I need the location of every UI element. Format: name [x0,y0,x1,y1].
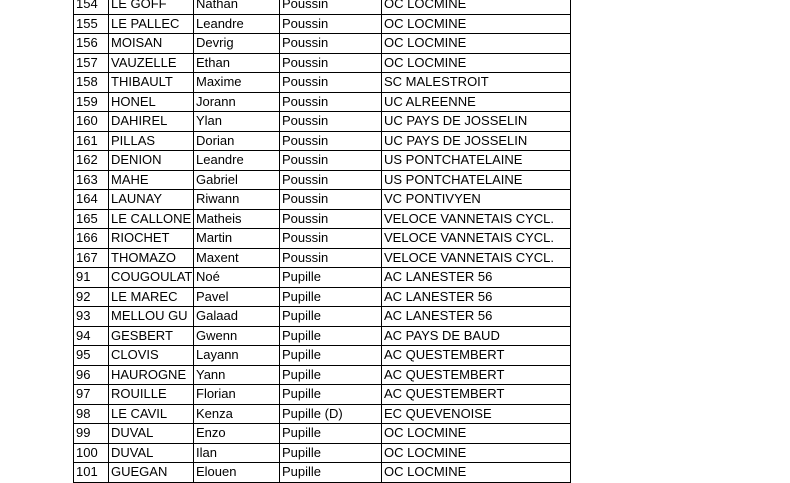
club-cell: EC QUEVENOISE [382,404,571,424]
club-cell: AC QUESTEMBERT [382,346,571,366]
club-cell: VELOCE VANNETAIS CYCL. [382,209,571,229]
bib-number-cell: 161 [74,131,109,151]
club-cell: VELOCE VANNETAIS CYCL. [382,229,571,249]
first-name-cell: Elouen [194,463,280,483]
bib-number-cell: 99 [74,424,109,444]
first-name-cell: Ylan [194,112,280,132]
last-name-cell: THOMAZO [109,248,194,268]
table-row [74,385,571,405]
last-name-cell: PILLAS [109,131,194,151]
category-cell: Poussin [280,14,382,34]
table-row [74,248,571,268]
last-name-cell: GESBERT [109,326,194,346]
category-cell: Poussin [280,131,382,151]
first-name-cell: Leandre [194,151,280,171]
table-row [74,131,571,151]
category-cell: Poussin [280,53,382,73]
bib-number-cell: 93 [74,307,109,327]
last-name-cell: GUEGAN [109,463,194,483]
first-name-cell: Florian [194,385,280,405]
category-cell: Poussin [280,248,382,268]
last-name-cell: LAUNAY [109,190,194,210]
first-name-cell: Ilan [194,443,280,463]
first-name-cell: Gabriel [194,170,280,190]
bib-number-cell: 97 [74,385,109,405]
bib-number-cell: 154 [74,0,109,14]
category-cell: Poussin [280,170,382,190]
table-row [74,326,571,346]
first-name-cell: Yann [194,365,280,385]
bib-number-cell: 164 [74,190,109,210]
table-row [74,14,571,34]
last-name-cell: VAUZELLE [109,53,194,73]
last-name-cell: MOISAN [109,34,194,54]
category-cell: Pupille [280,326,382,346]
category-cell: Pupille [280,424,382,444]
club-cell: AC LANESTER 56 [382,287,571,307]
first-name-cell: Martin [194,229,280,249]
first-name-cell: Leandre [194,14,280,34]
club-cell: OC LOCMINE [382,53,571,73]
table-row [74,92,571,112]
last-name-cell: LE MAREC [109,287,194,307]
first-name-cell: Dorian [194,131,280,151]
last-name-cell: CLOVIS [109,346,194,366]
category-cell: Poussin [280,73,382,93]
club-cell: AC PAYS DE BAUD [382,326,571,346]
first-name-cell: Jorann [194,92,280,112]
last-name-cell: LE CALLONE [109,209,194,229]
last-name-cell: DUVAL [109,443,194,463]
first-name-cell: Galaad [194,307,280,327]
table-row [74,268,571,288]
last-name-cell: MAHE [109,170,194,190]
category-cell: Pupille [280,463,382,483]
club-cell: VC PONTIVYEN [382,190,571,210]
first-name-cell: Nathan [194,0,280,14]
club-cell: OC LOCMINE [382,424,571,444]
first-name-cell: Ethan [194,53,280,73]
table-row [74,53,571,73]
table-row [74,112,571,132]
table-row [74,151,571,171]
bib-number-cell: 167 [74,248,109,268]
last-name-cell: MELLOU GU [109,307,194,327]
bib-number-cell: 92 [74,287,109,307]
last-name-cell: DUVAL [109,424,194,444]
club-cell: AC QUESTEMBERT [382,365,571,385]
last-name-cell: LE CAVIL [109,404,194,424]
category-cell: Pupille (D) [280,404,382,424]
participants-table-body [74,0,571,482]
table-row [74,443,571,463]
first-name-cell: Pavel [194,287,280,307]
club-cell: US PONTCHATELAINE [382,170,571,190]
table-row [74,73,571,93]
category-cell: Poussin [280,229,382,249]
table-row [74,287,571,307]
first-name-cell: Devrig [194,34,280,54]
club-cell: US PONTCHATELAINE [382,151,571,171]
club-cell: AC QUESTEMBERT [382,385,571,405]
category-cell: Pupille [280,365,382,385]
bib-number-cell: 158 [74,73,109,93]
category-cell: Poussin [280,112,382,132]
last-name-cell: HAUROGNE [109,365,194,385]
club-cell: AC LANESTER 56 [382,307,571,327]
bib-number-cell: 159 [74,92,109,112]
club-cell: UC ALREENNE [382,92,571,112]
participants-table [73,0,571,483]
first-name-cell: Kenza [194,404,280,424]
last-name-cell: HONEL [109,92,194,112]
bib-number-cell: 94 [74,326,109,346]
bib-number-cell: 156 [74,34,109,54]
category-cell: Pupille [280,268,382,288]
bib-number-cell: 162 [74,151,109,171]
bib-number-cell: 98 [74,404,109,424]
last-name-cell: DENION [109,151,194,171]
bib-number-cell: 157 [74,53,109,73]
table-row [74,463,571,483]
first-name-cell: Matheis [194,209,280,229]
category-cell: Poussin [280,92,382,112]
last-name-cell: COUGOULAT [109,268,194,288]
club-cell: OC LOCMINE [382,443,571,463]
bib-number-cell: 91 [74,268,109,288]
table-row [74,404,571,424]
club-cell: UC PAYS DE JOSSELIN [382,112,571,132]
table-row [74,190,571,210]
category-cell: Pupille [280,287,382,307]
category-cell: Poussin [280,34,382,54]
bib-number-cell: 96 [74,365,109,385]
club-cell: VELOCE VANNETAIS CYCL. [382,248,571,268]
first-name-cell: Layann [194,346,280,366]
club-cell: UC PAYS DE JOSSELIN [382,131,571,151]
club-cell: OC LOCMINE [382,463,571,483]
category-cell: Poussin [280,190,382,210]
first-name-cell: Maxent [194,248,280,268]
first-name-cell: Maxime [194,73,280,93]
table-row [74,229,571,249]
club-cell: OC LOCMINE [382,0,571,14]
category-cell: Pupille [280,346,382,366]
category-cell: Poussin [280,151,382,171]
last-name-cell: DAHIREL [109,112,194,132]
category-cell: Pupille [280,385,382,405]
club-cell: OC LOCMINE [382,14,571,34]
club-cell: AC LANESTER 56 [382,268,571,288]
last-name-cell: ROUILLE [109,385,194,405]
bib-number-cell: 160 [74,112,109,132]
bib-number-cell: 100 [74,443,109,463]
first-name-cell: Riwann [194,190,280,210]
table-row [74,0,571,14]
bib-number-cell: 166 [74,229,109,249]
table-row [74,34,571,54]
category-cell: Pupille [280,307,382,327]
bib-number-cell: 155 [74,14,109,34]
club-cell: OC LOCMINE [382,34,571,54]
table-row [74,424,571,444]
table-row [74,346,571,366]
bib-number-cell: 165 [74,209,109,229]
last-name-cell: LE PALLEC [109,14,194,34]
table-row [74,365,571,385]
table-row [74,307,571,327]
category-cell: Pupille [280,443,382,463]
bib-number-cell: 95 [74,346,109,366]
category-cell: Poussin [280,0,382,14]
bib-number-cell: 101 [74,463,109,483]
club-cell: SC MALESTROIT [382,73,571,93]
first-name-cell: Gwenn [194,326,280,346]
last-name-cell: RIOCHET [109,229,194,249]
table-row [74,209,571,229]
last-name-cell: LE GOFF [109,0,194,14]
category-cell: Poussin [280,209,382,229]
bib-number-cell: 163 [74,170,109,190]
first-name-cell: Noé [194,268,280,288]
table-row [74,170,571,190]
first-name-cell: Enzo [194,424,280,444]
last-name-cell: THIBAULT [109,73,194,93]
